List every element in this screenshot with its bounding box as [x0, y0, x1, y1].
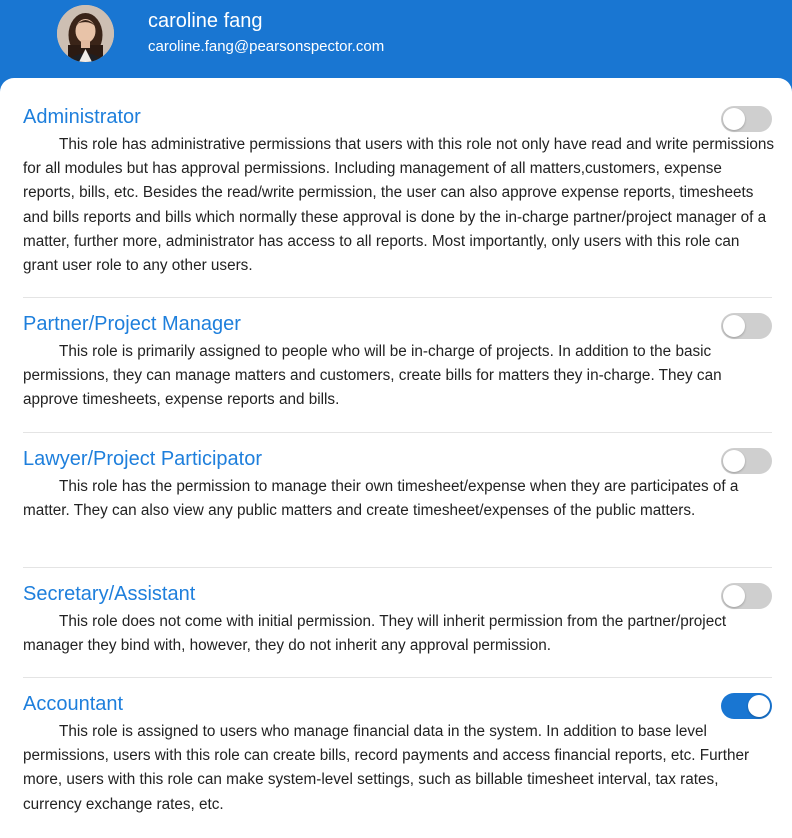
role-title: Lawyer/Project Participator: [23, 448, 262, 470]
divider: [23, 432, 772, 433]
toggle-knob: [723, 108, 745, 130]
divider: [23, 677, 772, 678]
role-title: Administrator: [23, 106, 141, 128]
role-description: This role is primarily assigned to people who will be in-charge of projects. In addition to the basic permissions, they can manage matters and customers, create bills for matters they in-charge. They can approve timesheets, expense reports and bills.: [23, 343, 722, 409]
role-title: Partner/Project Manager: [23, 313, 241, 335]
lawyer-project-participator-toggle[interactable]: [721, 448, 772, 474]
role-title: Accountant: [23, 693, 124, 715]
avatar-image: [57, 5, 114, 62]
divider: [23, 297, 772, 298]
administrator-toggle[interactable]: [721, 106, 772, 132]
accountant-toggle[interactable]: [721, 693, 772, 719]
user-name: caroline fang: [148, 10, 263, 32]
role-description: This role does not come with initial permission. They will inherit permission from the partner/project manager they bind with, however, they do not inherit any approval permission.: [23, 613, 727, 655]
partner-project-manager-toggle[interactable]: [721, 313, 772, 339]
toggle-knob: [723, 315, 745, 337]
role-title: Secretary/Assistant: [23, 583, 196, 605]
divider: [23, 567, 772, 568]
secretary-assistant-toggle[interactable]: [721, 583, 772, 609]
avatar[interactable]: [57, 5, 114, 62]
user-email: caroline.fang@pearsonspector.com: [148, 38, 385, 55]
toggle-knob: [748, 695, 770, 717]
role-description: This role is assigned to users who manage financial data in the system. In addition to base level permissions, users with this role can create bills, record payments and access financial reports, etc. Further more, users with this role can make system-level settings, such as billable timesheet interval, tax rates, currency exchange rates, etc.: [23, 723, 750, 813]
toggle-knob: [723, 450, 745, 472]
role-description: This role has the permission to manage their own timesheet/expense when they are participates of a matter. They can also view any public matters and create timesheet/expenses of the public matters.: [23, 478, 739, 520]
role-description: This role has administrative permissions that users with this role not only have read and write permissions for all modules but has approval permissions. Including management of all matters,customers, expense reports, bills, etc. Besides the read/write permission, the user can also approve expense reports, timesheets and bills reports and bills which normally these approval is done by the in-charge partner/project manager of a matter, further more, administrator has access to all reports. Most importantly, only users with this role can grant user role to any other users.: [23, 136, 775, 275]
toggle-knob: [723, 585, 745, 607]
